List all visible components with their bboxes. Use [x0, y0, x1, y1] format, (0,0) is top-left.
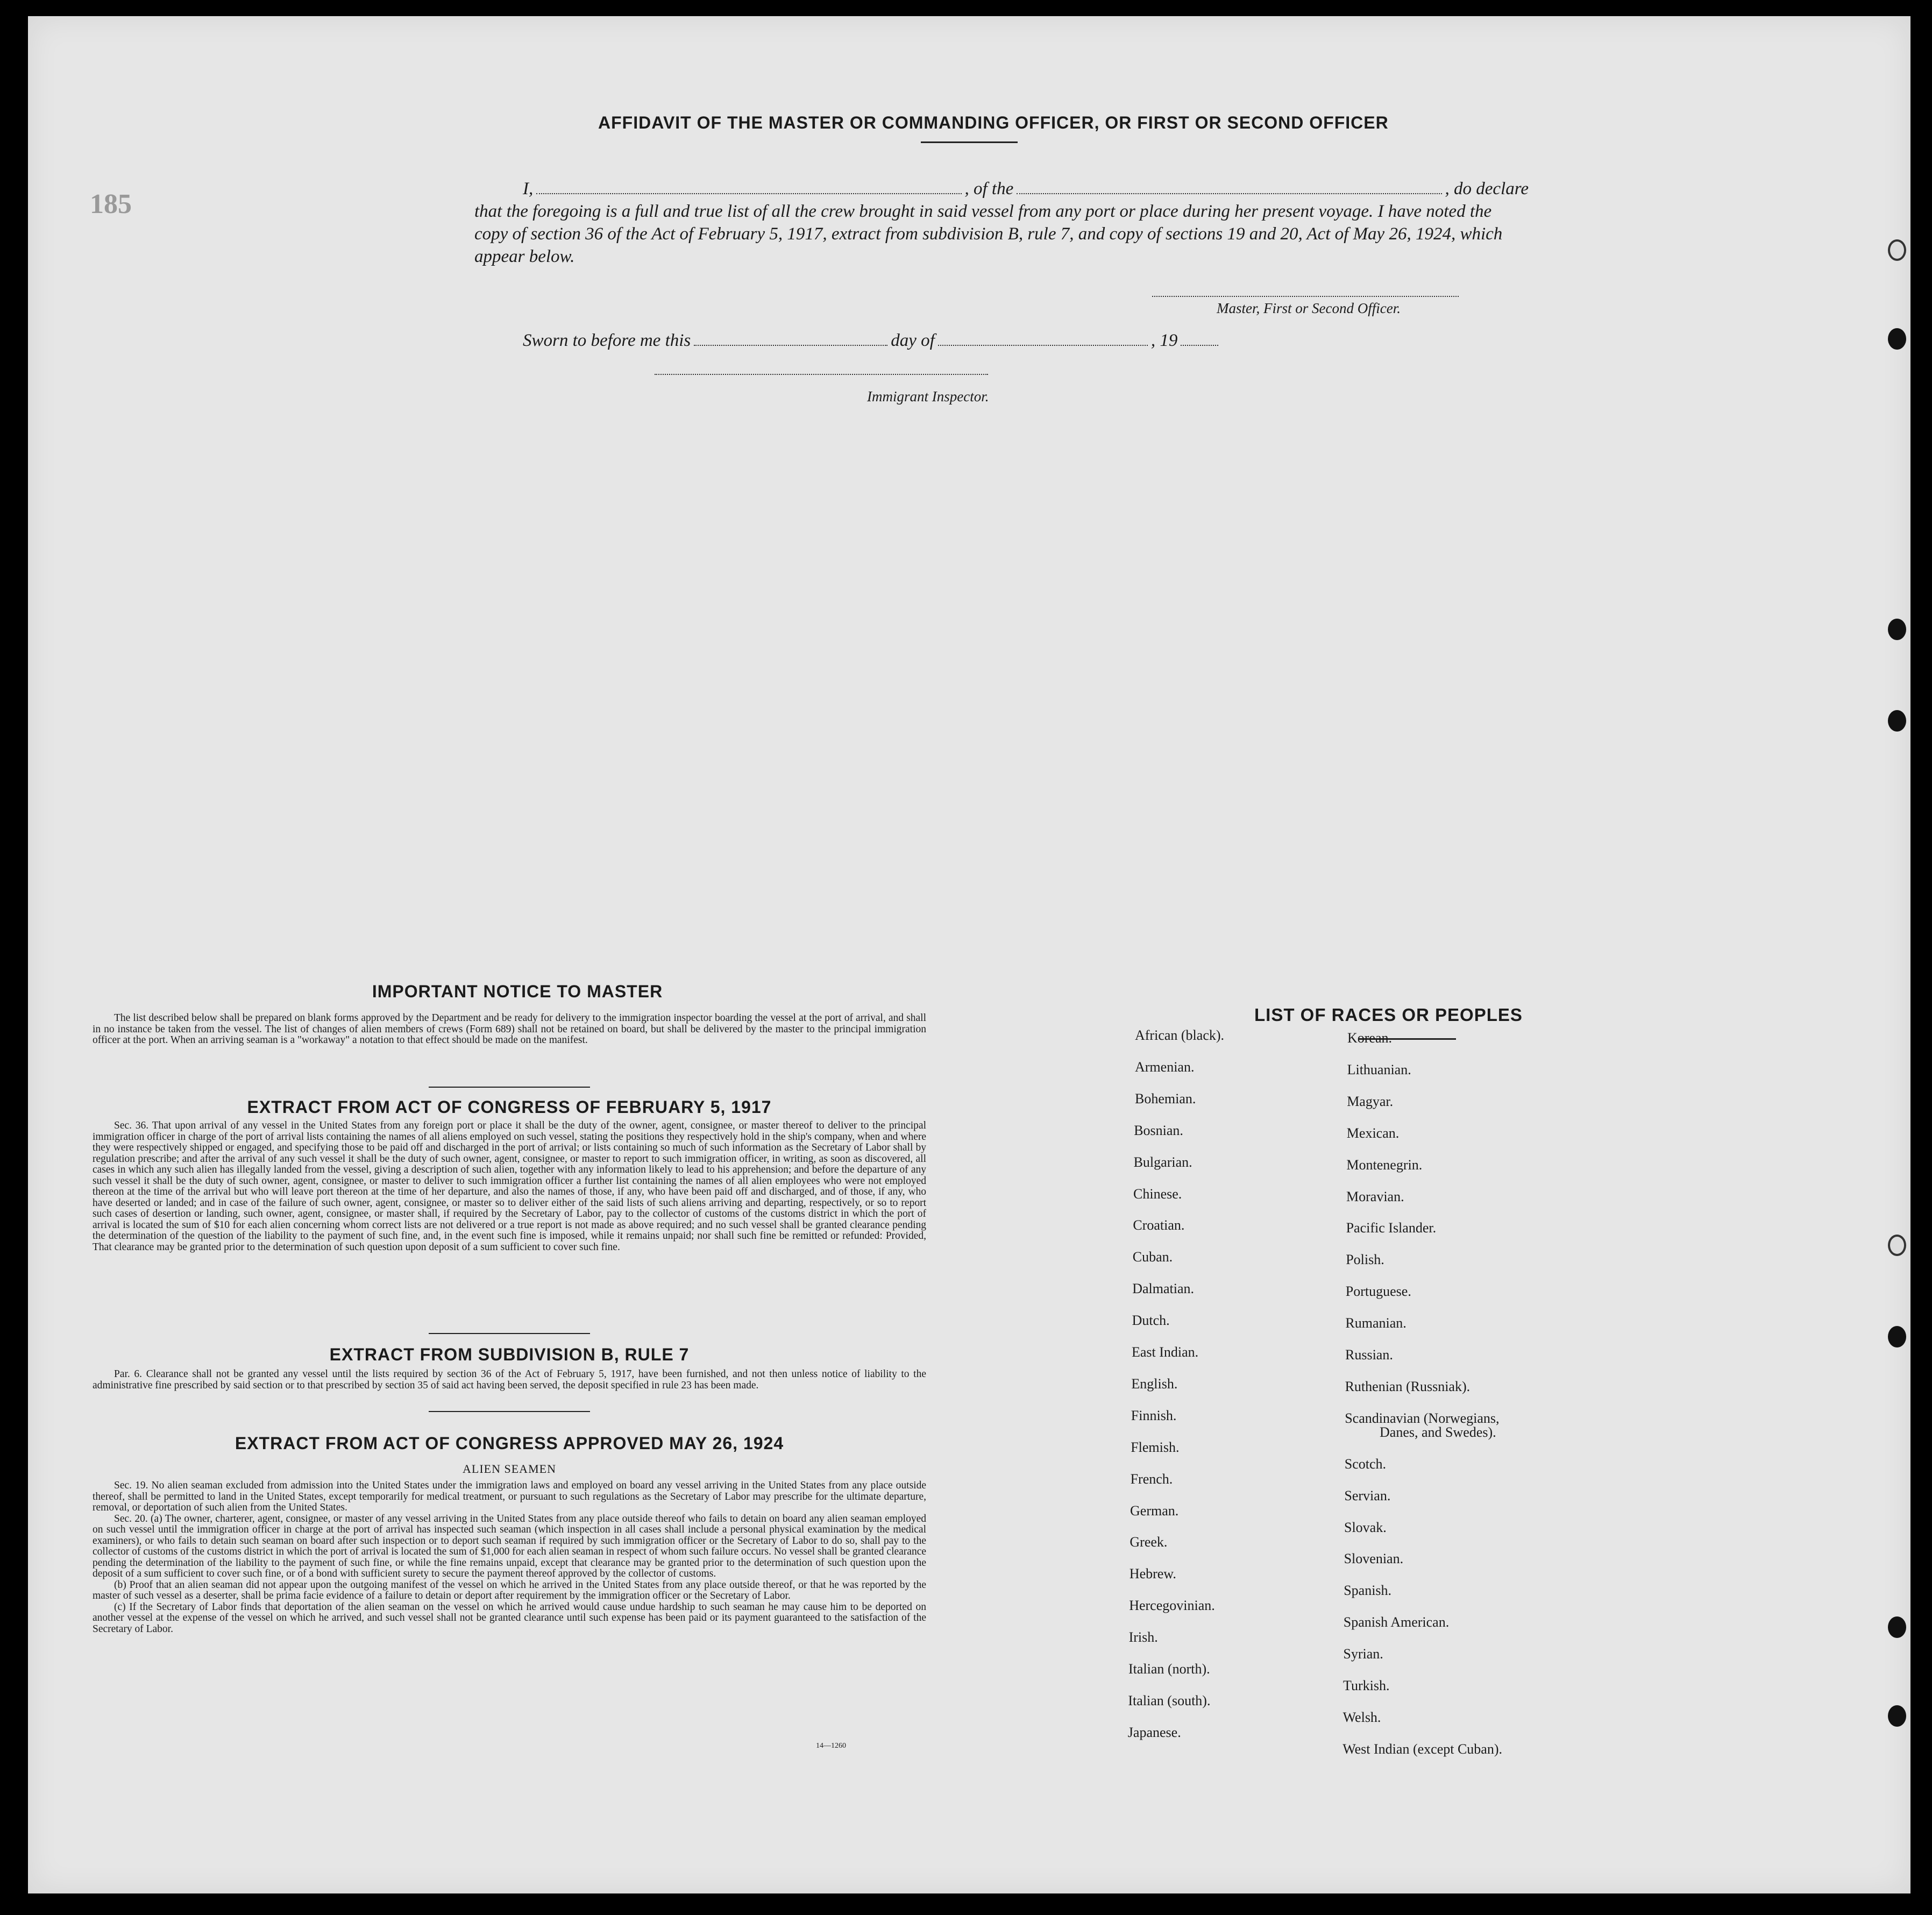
- race-item: Irish.: [1128, 1629, 1158, 1646]
- race-item: Hebrew.: [1129, 1566, 1176, 1582]
- race-item: Italian (south).: [1128, 1692, 1211, 1708]
- document-page: [28, 16, 1910, 1893]
- sec-19: Sec. 19. No alien seaman excluded from admission into the United States under the immigration laws and employed on board any vessel arriving in the United States from any place outside thereof, shall be permitted to land in the United States, except temporarily for medical treatment, or pursuant to such regulations as the Secretary of Labor may prescribe for the ultimate departure, removal, or deportation of such alien from the United States.: [93, 1480, 926, 1513]
- race-item: Russian.: [1345, 1347, 1393, 1363]
- race-item: Bosnian.: [1134, 1122, 1183, 1138]
- race-item: Greek.: [1130, 1534, 1168, 1550]
- race-item: Lithuanian.: [1347, 1061, 1411, 1077]
- race-item: Dutch.: [1132, 1313, 1170, 1329]
- race-item: African (black).: [1135, 1027, 1225, 1043]
- races-title: LIST OF RACES OR PEOPLES: [1254, 1005, 1523, 1025]
- extract-1924-body: [93, 1480, 926, 1635]
- race-item: Servian.: [1344, 1487, 1391, 1503]
- sworn-label: Sworn to before me this: [523, 331, 691, 350]
- form-number: 14—1260: [816, 1742, 846, 1750]
- race-item: English.: [1131, 1375, 1178, 1392]
- affidavit-title: AFFIDAVIT OF THE MASTER OR COMMANDING OFFICER, OR FIRST OR SECOND OFFICER: [598, 113, 1389, 132]
- year-label: , 19: [1150, 331, 1178, 350]
- race-item: Scotch.: [1344, 1456, 1387, 1472]
- race-item: Ruthenian (Russniak).: [1345, 1378, 1471, 1394]
- month-blank: [938, 332, 1148, 346]
- punch-hole: [1888, 328, 1906, 350]
- punch-hole: [1888, 1616, 1906, 1638]
- do-declare-label: , do declare: [1445, 179, 1529, 198]
- race-item: Japanese.: [1127, 1724, 1181, 1740]
- punch-hole: [1888, 1235, 1906, 1256]
- race-item: Croatian.: [1133, 1217, 1185, 1233]
- declaration-line: [474, 178, 1529, 200]
- rule-7-body: Par. 6. Clearance shall not be granted any vessel until the lists required by section 36 of the Act of February 5, 1917, have been furnished, and not then unless notice of liability to the administrative fine prescribed by said section or to that prescribed by section 35 of said act having been served, the deposit specified in rule 23 has been made.: [93, 1368, 926, 1391]
- master-signature-line: [1152, 296, 1459, 297]
- race-item: Hercegovinian.: [1129, 1598, 1215, 1614]
- sec-20b: (b) Proof that an alien seaman did not appear upon the outgoing manifest of the vessel on which he arrived in the United States from any place outside thereof, or that he was reported by the master of such vessel as a deserter, shall be prima facie evidence of a failure to detain or deport after requirement by the immigration officer or the Secretary of Labor.: [93, 1579, 926, 1601]
- year-blank: [1181, 332, 1218, 346]
- race-item: Bulgarian.: [1133, 1154, 1192, 1170]
- race-item: French.: [1130, 1471, 1173, 1487]
- race-item: Rumanian.: [1345, 1315, 1407, 1331]
- declaration-text: that the foregoing is a full and true list of all the crew brought in said vessel from any port or place during her present voyage. I have noted the copy of section 36 of the Act of February 5, 1917, extract from subdivision B, rule 7, and copy of sections 19 and 20, Act of May 26, 1924, which appear below.: [474, 202, 1503, 266]
- race-item: Slovak.: [1344, 1519, 1387, 1535]
- race-item: Polish.: [1346, 1252, 1384, 1268]
- affidavit-body: [474, 178, 1529, 268]
- divider: [429, 1333, 590, 1334]
- race-item: Magyar.: [1347, 1093, 1394, 1109]
- notice-title: IMPORTANT NOTICE TO MASTER: [372, 982, 663, 1001]
- race-item: Welsh.: [1343, 1709, 1381, 1725]
- page-number: 185: [90, 189, 132, 219]
- punch-hole: [1888, 710, 1906, 732]
- race-item: Spanish American.: [1343, 1614, 1450, 1630]
- race-item: Italian (north).: [1128, 1661, 1210, 1677]
- i-label: I,: [523, 179, 534, 198]
- vessel-blank: [1017, 179, 1441, 194]
- date-blank: [694, 332, 887, 346]
- race-item: Finnish.: [1131, 1407, 1177, 1423]
- alien-seamen-subtitle: ALIEN SEAMEN: [463, 1462, 556, 1476]
- race-item: Syrian.: [1343, 1646, 1383, 1662]
- extract-1917-body: Sec. 36. That upon arrival of any vessel in the United States from any foreign port or place it shall be the duty of the owner, agent, consignee, or master thereof to deliver to the principal immigration officer in charge of the port of arrival lists containing the names of all aliens employed on such vessel, stating the positions they respectively hold in the ship's company, when and where they were respectively shipped or engaged, and specifying those to be paid off and discharged in the port of arrival; or lists containing so much of such information as the Secretary of Labor shall by regulation prescribe; and after the arrival of any such vessel it shall be the duty of such owner, agent, consignee, or master to report to such immigration officer, in writing, as soon as discovered, all cases in which any such alien has illegally landed from the vessel, giving a description of such alien, together with any information likely to lead to his apprehension; and before the departure of any such vessel it shall be the duty of such owner, agent, consignee, or master to deliver to such immigration officer a further list containing the names of all alien employees who were not employed thereon at the time of the arrival but who will leave port thereon at the time of her departure, and also the names of those, if any, who have been paid off and discharged, and of those, if any, who have deserted or landed; and in case of the failure of such owner, agent, consignee, or master so to deliver either of the said lists of such aliens arriving and departing, respectively, or so to report such cases of desertion or landing, such owner, agent, consignee, or master shall, if required by the Secretary of Labor, pay to the collector of customs of the customs district in which the port of arrival is located the sum of $10 for each alien concerning whom correct lists are not delivered or a true report is not made as above required; and no such vessel shall be granted clearance pending the determination of the question of the liability to the payment of such fine, and, in the event such fine is imposed, while it remains unpaid; nor shall such fine be remitted or refunded: Provided, That clearance may be granted prior to the determination of such question upon deposit of a sum sufficient to cover such fine.: [93, 1120, 926, 1253]
- divider: [921, 141, 1018, 143]
- punch-hole: [1888, 1705, 1906, 1727]
- race-item: Cuban.: [1132, 1249, 1173, 1265]
- race-item: Moravian.: [1346, 1188, 1404, 1204]
- race-item: East Indian.: [1132, 1344, 1199, 1360]
- punch-hole: [1888, 619, 1906, 640]
- race-item: Turkish.: [1343, 1678, 1390, 1693]
- divider: [429, 1087, 590, 1088]
- inspector-signature-line: [655, 374, 988, 375]
- race-item: Spanish.: [1344, 1583, 1392, 1599]
- race-item: West Indian (except Cuban).: [1343, 1741, 1502, 1757]
- name-blank: [536, 179, 961, 194]
- divider: [429, 1411, 590, 1412]
- inspector-signature-label: Immigrant Inspector.: [867, 388, 989, 405]
- race-item: Dalmatian.: [1132, 1281, 1194, 1297]
- sec-20a: Sec. 20. (a) The owner, charterer, agent, consignee, or master of any vessel arriving in the United States from any place outside thereof who fails to detain on board any alien seaman employed on such vessel until the immigration officer in charge at the port of arrival has inspected such seaman (which inspection in all cases shall include a personal physical examination by the medical examiners), or who fails to detain such seaman on board after such inspection or to deport such seaman if required by such immigration officer or the Secretary of Labor to do so, shall pay to the collector of customs of the customs district in which the port of arrival is located the sum of $1,000 for each alien seaman in respect of whom such failure occurs. No vessel shall be granted clearance pending the determination of the liability to the payment of such fine, or while the fine remains unpaid, except that clearance may be granted prior to the determination of such question upon the deposit of a sum sufficient to cover such fine, or of a bond with sufficient surety to secure the payment thereof approved by the collector of customs.: [93, 1513, 926, 1579]
- race-item: Scandinavian (Norwegians,: [1345, 1410, 1500, 1426]
- race-item: Bohemian.: [1135, 1090, 1196, 1107]
- race-item: Korean.: [1347, 1030, 1393, 1046]
- race-item: Armenian.: [1135, 1059, 1195, 1075]
- sworn-line: [523, 331, 1221, 351]
- punch-hole: [1888, 1326, 1906, 1347]
- race-item: Mexican.: [1346, 1125, 1400, 1141]
- of-the-label: , of the: [964, 179, 1014, 198]
- rule-7-title: EXTRACT FROM SUBDIVISION B, RULE 7: [329, 1345, 690, 1364]
- sec-20c: (c) If the Secretary of Labor finds that deportation of the alien seaman on the vessel on which he arrived would cause undue hardship to such seaman he may cause him to be deported on another vessel at the expense of the vessel on which he arrived, and such vessel shall not be granted clearance until such expense has been paid or its payment guaranteed to the satisfaction of the Secretary of Labor.: [93, 1601, 926, 1635]
- race-item: German.: [1130, 1502, 1179, 1519]
- master-signature-label: Master, First or Second Officer.: [1217, 300, 1401, 316]
- extract-1917-title: EXTRACT FROM ACT OF CONGRESS OF FEBRUARY 5, 1917: [247, 1097, 772, 1117]
- race-item: Montenegrin.: [1346, 1157, 1423, 1173]
- race-item: Pacific Islander.: [1346, 1220, 1437, 1236]
- race-item: Chinese.: [1133, 1186, 1182, 1202]
- race-item: Danes, and Swedes).: [1380, 1424, 1496, 1440]
- day-of-label: day of: [891, 331, 935, 350]
- extract-1924-title: EXTRACT FROM ACT OF CONGRESS APPROVED MAY 26, 1924: [235, 1434, 784, 1453]
- race-item: Flemish.: [1131, 1439, 1180, 1455]
- race-item: Portuguese.: [1345, 1283, 1411, 1300]
- notice-body: The list described below shall be prepared on blank forms approved by the Department and be ready for delivery to the immigration inspector boarding the vessel at the port of arrival, and shall in no instance be taken from the vessel. The list of changes of alien members of crews (Form 689) shall not be retained on board, but shall be delivered by the master to the principal immigration officer at the port. When an arriving seaman is a "workaway" a notation to that effect should be made on the manifest.: [93, 1012, 926, 1046]
- punch-hole: [1888, 239, 1906, 261]
- race-item: Slovenian.: [1344, 1551, 1404, 1567]
